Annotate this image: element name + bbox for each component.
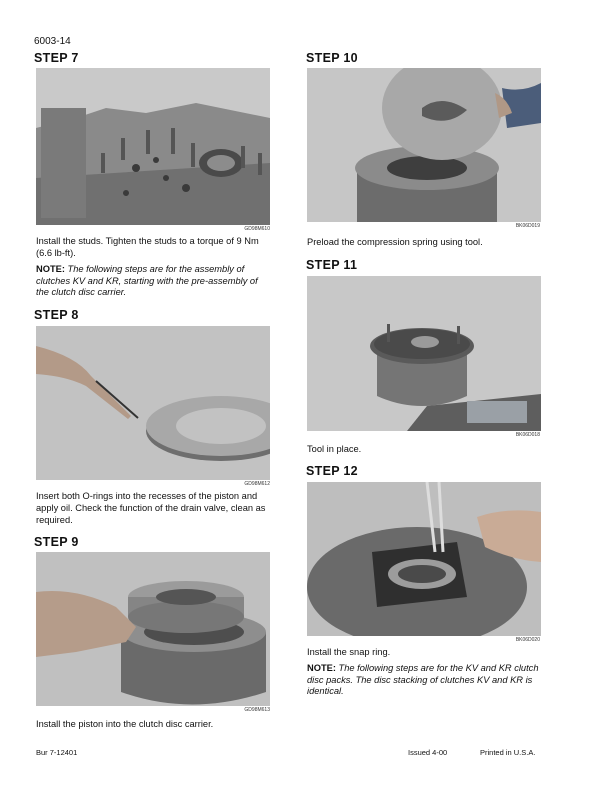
step-10-photo-code: BK06D019 xyxy=(515,223,540,229)
step-12-note xyxy=(307,663,543,698)
step-8-photo-code: GD98M612 xyxy=(244,481,270,487)
step-9-photo xyxy=(36,552,270,706)
step-7-photo xyxy=(36,68,270,225)
note-text: The following steps are for the assembly of clutches KV and KR, starting with the pre-assembly of the clutch disc carrier. xyxy=(36,264,258,298)
step-10-title: STEP 10 xyxy=(306,51,358,65)
page-number: 6003-14 xyxy=(34,36,71,47)
note-label: NOTE: xyxy=(307,663,336,673)
step-8-title: STEP 8 xyxy=(34,308,79,322)
step-12-text: Install the snap ring. xyxy=(307,647,391,657)
step-12-photo-code: BK06D020 xyxy=(515,637,540,643)
step-7-text: Install the studs. Tighten the studs to a torque of 9 Nm (6.6 lb-ft). xyxy=(36,236,259,258)
step-8-photo xyxy=(36,326,270,480)
step-8-text: Insert both O-rings into the recesses of the piston and apply oil. Check the function of the drain valve, clean as required. xyxy=(36,491,266,525)
step-10-text: Preload the compression spring using tool. xyxy=(307,237,483,247)
step-9-photo-code: GD98M613 xyxy=(244,707,270,713)
step-11-text: Tool in place. xyxy=(307,444,362,454)
note-label: NOTE: xyxy=(36,264,65,274)
step-7-title: STEP 7 xyxy=(34,51,79,65)
footer-printed: Printed in U.S.A. xyxy=(480,748,536,757)
step-7-note xyxy=(36,264,272,299)
note-text: The following steps are for the KV and KR clutch disc packs. The disc stacking of clutches KV and KR is identical. xyxy=(307,663,539,697)
step-12-title: STEP 12 xyxy=(306,464,358,478)
step-10-photo xyxy=(307,68,541,222)
footer-issued: Issued 4-00 xyxy=(408,748,448,757)
step-9-text: Install the piston into the clutch disc carrier. xyxy=(36,719,214,729)
step-12-photo xyxy=(307,482,541,636)
step-9-title: STEP 9 xyxy=(34,535,79,549)
step-11-title: STEP 11 xyxy=(306,258,358,272)
footer-document-number: Bur 7-12401 xyxy=(36,748,78,757)
step-11-photo xyxy=(307,276,541,431)
step-7-photo-code: GD98M610 xyxy=(244,226,270,232)
step-11-photo-code: BK06D018 xyxy=(515,432,540,438)
